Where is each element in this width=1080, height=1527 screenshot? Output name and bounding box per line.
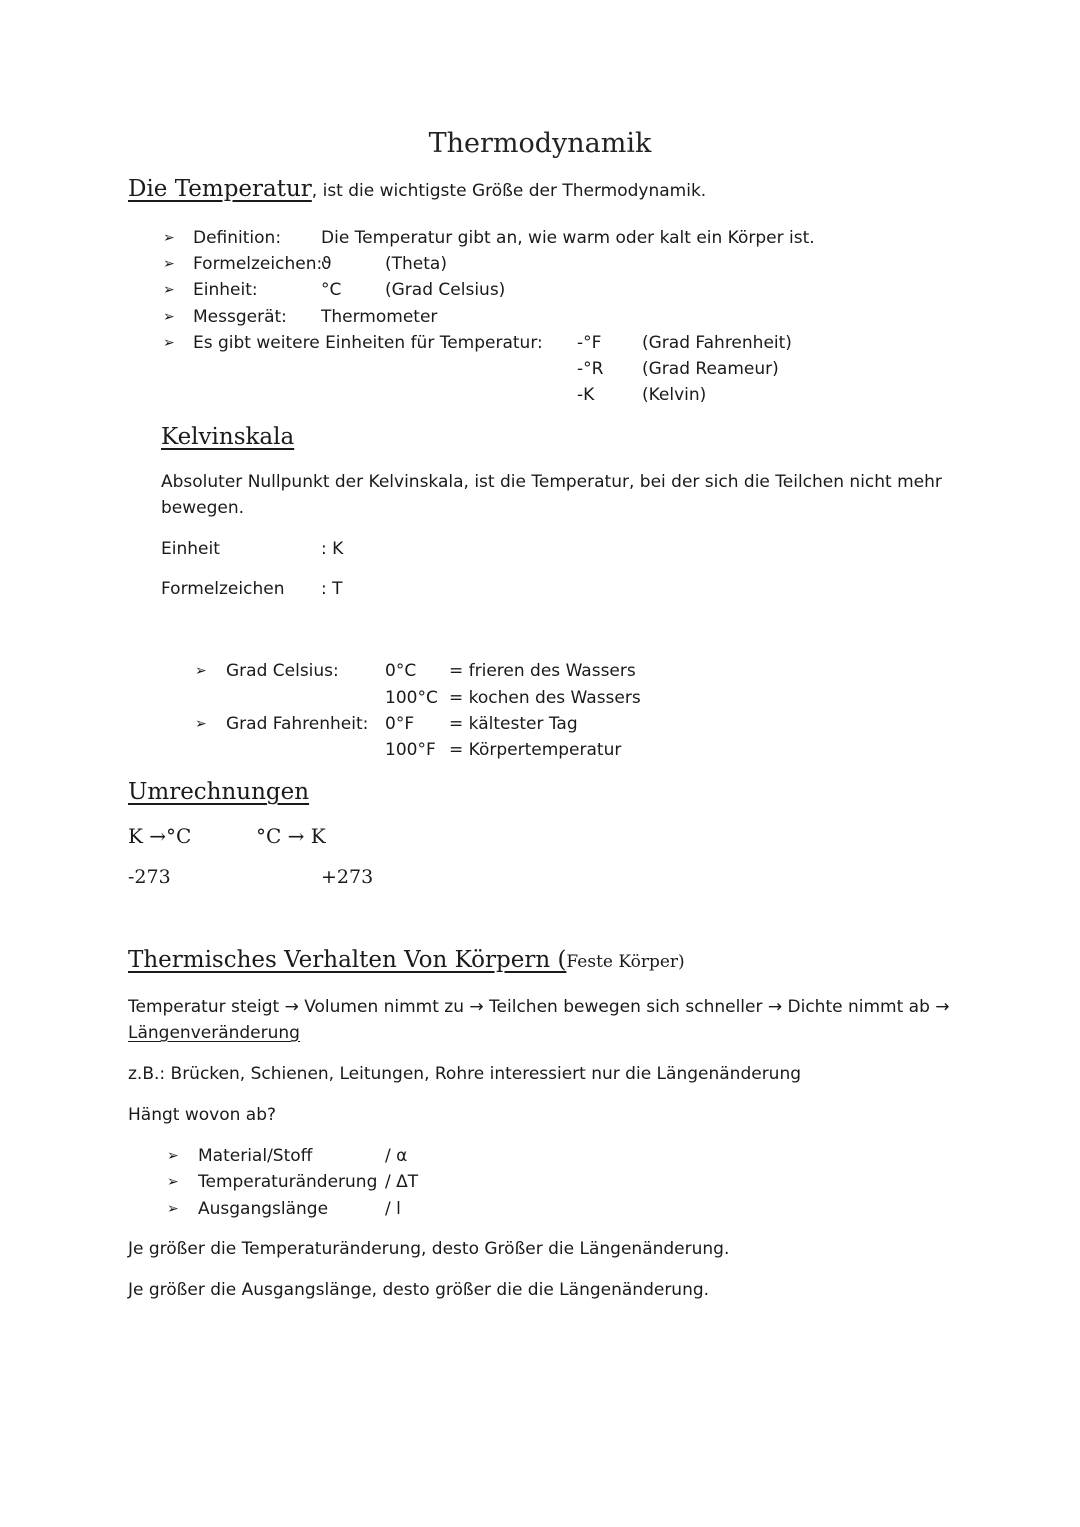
scale-value: 100°C xyxy=(385,688,438,708)
fahrenheit-label: Grad Fahrenheit: xyxy=(226,714,369,734)
messgeraet-value: Thermometer xyxy=(321,307,438,327)
unit-name: (Kelvin) xyxy=(642,385,707,405)
scale-meaning: = kältester Tag xyxy=(449,714,578,734)
weitere-einheiten-label: Es gibt weitere Einheiten für Temperatur: xyxy=(193,333,543,353)
conclusion-2: Je größer die Ausgangslänge, desto größer die die Längenänderung. xyxy=(128,1280,710,1300)
factor-symbol: / ΔT xyxy=(385,1172,419,1192)
c-to-k-label: °C → K xyxy=(256,824,326,848)
kelvinskala-description-line1: Absoluter Nullpunkt der Kelvinskala, ist die Temperatur, bei der sich die Teilchen nicht mehr xyxy=(161,472,942,492)
scale-value: 100°F xyxy=(385,740,436,760)
bullet-icon: ➢ xyxy=(163,282,175,298)
kelvin-formel-label: Formelzeichen xyxy=(161,579,285,599)
unit-name: (Grad Fahrenheit) xyxy=(642,333,792,353)
definition-label: Definition: xyxy=(193,228,282,248)
bullet-icon: ➢ xyxy=(167,1174,179,1190)
bullet-icon: ➢ xyxy=(195,716,207,732)
scale-meaning: = Körpertemperatur xyxy=(449,740,622,760)
scale-value: 0°F xyxy=(385,714,415,734)
scale-value: 0°C xyxy=(385,661,417,681)
umrechnungen-heading: Umrechnungen xyxy=(128,779,310,805)
einheit-symbol: °C xyxy=(321,280,342,300)
k-to-c-value: -273 xyxy=(128,866,171,888)
thermisch-example: z.B.: Brücken, Schienen, Leitungen, Rohre interessiert nur die Längenänderung xyxy=(128,1064,802,1084)
celsius-label: Grad Celsius: xyxy=(226,661,339,681)
kelvin-einheit-value: : K xyxy=(321,539,344,559)
thermisch-heading: Thermisches Verhalten Von Körpern ( xyxy=(128,947,567,973)
einheit-label: Einheit: xyxy=(193,280,258,300)
bullet-icon: ➢ xyxy=(167,1148,179,1164)
formelzeichen-symbol: ϑ xyxy=(321,254,332,274)
definition-value: Die Temperatur gibt an, wie warm oder kalt ein Körper ist. xyxy=(321,228,815,248)
unit-name: (Grad Reameur) xyxy=(642,359,779,379)
bullet-icon: ➢ xyxy=(163,309,175,325)
thermisch-chain-line2: Längenveränderung xyxy=(128,1023,300,1043)
formelzeichen-note: (Theta) xyxy=(385,254,447,274)
temperatur-heading-line xyxy=(128,176,706,202)
c-to-k-value: +273 xyxy=(321,866,374,888)
bullet-icon: ➢ xyxy=(163,230,175,246)
k-to-c-label: K →°C xyxy=(128,824,192,848)
kelvin-einheit-label: Einheit xyxy=(161,539,220,559)
temperatur-heading: Die Temperatur xyxy=(128,176,312,202)
conclusion-1: Je größer die Temperaturänderung, desto Größer die Längenänderung. xyxy=(128,1239,730,1259)
bullet-icon: ➢ xyxy=(167,1201,179,1217)
kelvinskala-description-line2: bewegen. xyxy=(161,498,245,518)
thermisch-question: Hängt wovon ab? xyxy=(128,1105,277,1125)
factor-name: Ausgangslänge xyxy=(198,1199,329,1219)
thermisch-heading-suffix: Feste Körper) xyxy=(566,952,685,972)
bullet-icon: ➢ xyxy=(163,256,175,272)
scale-meaning: = kochen des Wassers xyxy=(449,688,641,708)
formelzeichen-label: Formelzeichen: xyxy=(193,254,323,274)
messgeraet-label: Messgerät: xyxy=(193,307,287,327)
unit-symbol: -°R xyxy=(577,359,604,379)
thermisch-heading-line xyxy=(128,947,685,973)
factor-name: Temperaturänderung xyxy=(198,1172,378,1192)
page-title: Thermodynamik xyxy=(428,128,652,159)
factor-symbol: / α xyxy=(385,1146,408,1166)
bullet-icon: ➢ xyxy=(163,335,175,351)
bullet-icon: ➢ xyxy=(195,663,207,679)
unit-symbol: -K xyxy=(577,385,595,405)
temperatur-intro: , ist die wichtigste Größe der Thermodynamik. xyxy=(311,181,707,201)
factor-name: Material/Stoff xyxy=(198,1146,313,1166)
einheit-note: (Grad Celsius) xyxy=(385,280,506,300)
thermisch-chain-line1: Temperatur steigt → Volumen nimmt zu → Teilchen bewegen sich schneller → Dichte nimmt ab → xyxy=(128,997,950,1017)
kelvinskala-heading: Kelvinskala xyxy=(161,424,295,450)
kelvin-formel-value: : T xyxy=(321,579,343,599)
unit-symbol: -°F xyxy=(577,333,602,353)
factor-symbol: / l xyxy=(385,1199,401,1219)
scale-meaning: = frieren des Wassers xyxy=(449,661,636,681)
